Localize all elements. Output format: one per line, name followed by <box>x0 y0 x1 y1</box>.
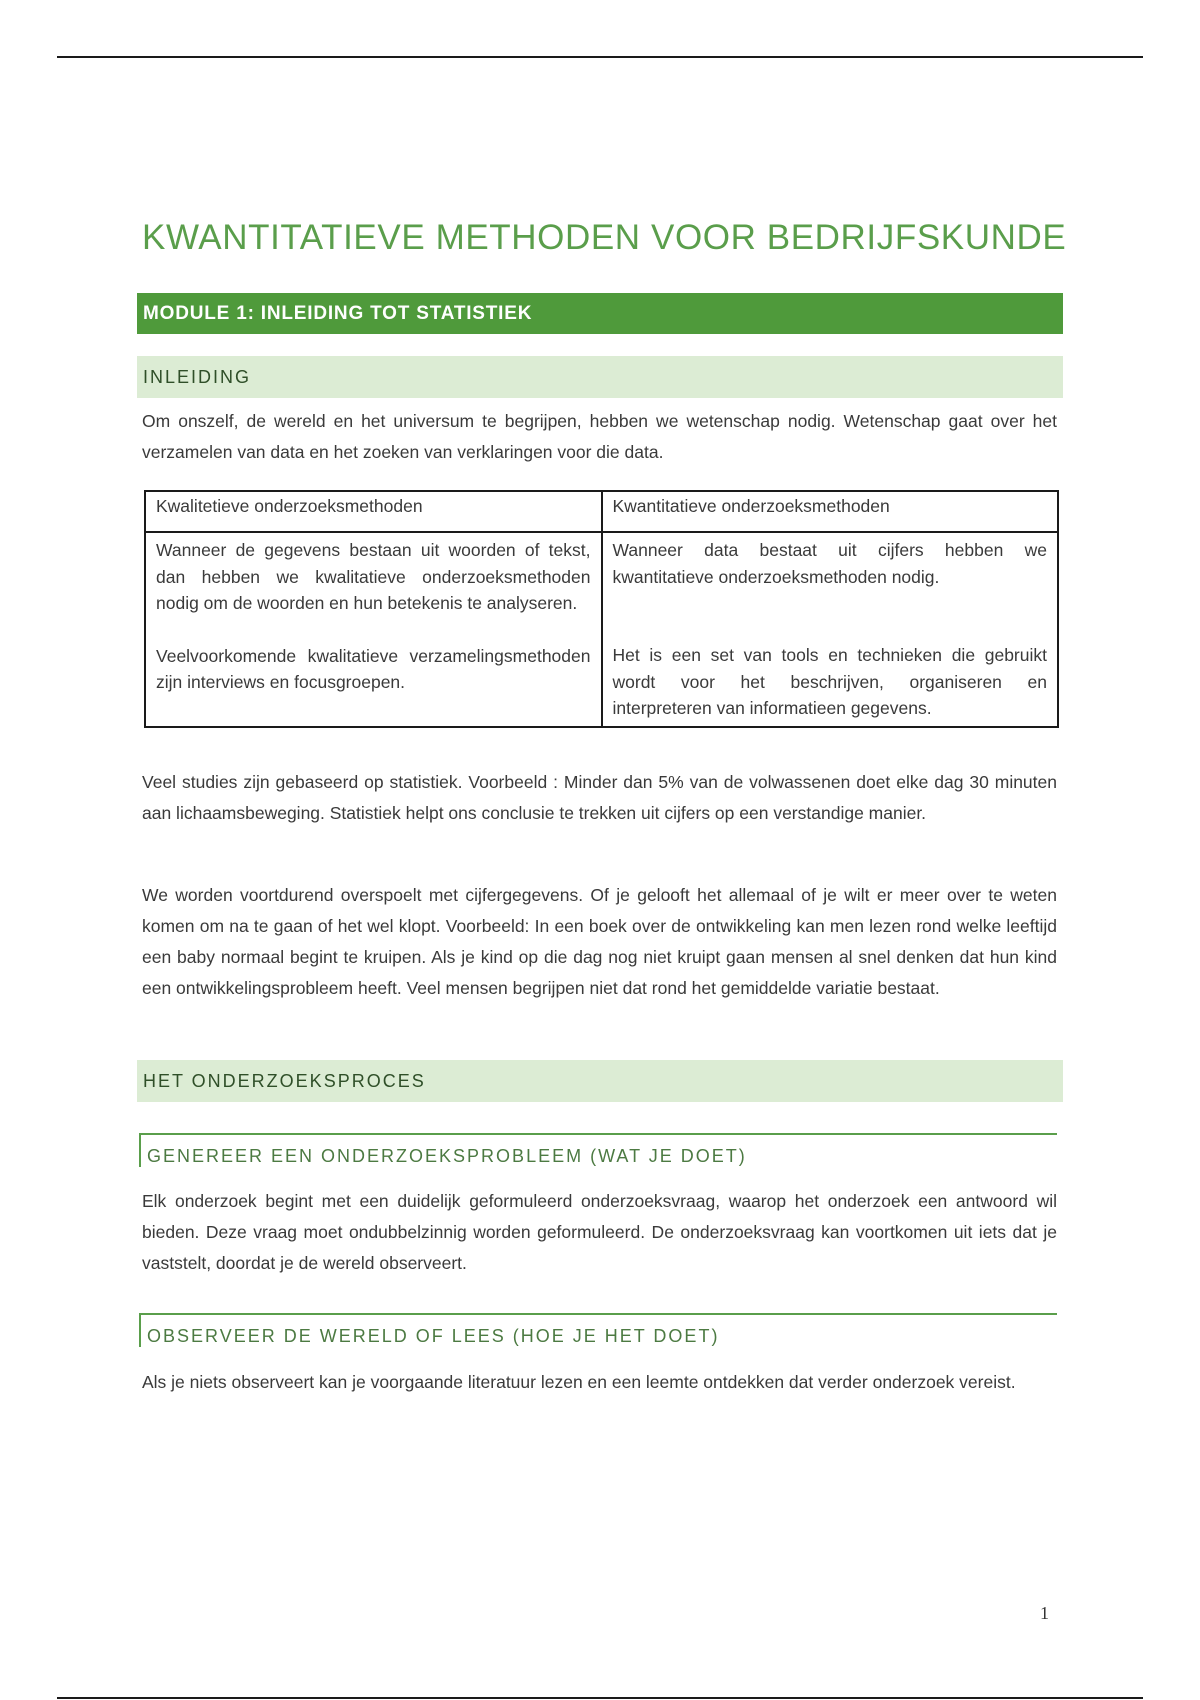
table-cell-qualitative <box>145 532 602 727</box>
section-heading-text: INLEIDING <box>143 366 252 387</box>
cell-text: Het is een set van tools en technieken die gebruikt wordt voor het beschrijven, organiseren en interpreteren van informatieen gegevens. <box>612 645 1047 718</box>
paragraph-onderzoek: Elk onderzoek begint met een duidelijk geformuleerd onderzoeksvraag, waarop het onderzoek een antwoord wil bieden. Deze vraag moet ondubbelzinnig worden geformuleerd. De onderzoeksvraag kan voortkomen uit iets dat je vaststelt, doordat je de wereld observeert. <box>142 1191 1057 1273</box>
subheading-observeer <box>139 1313 1057 1347</box>
cell-text: Wanneer data bestaat uit cijfers hebben we kwantitatieve onderzoeksmethoden nodig. <box>612 540 1047 587</box>
document-title: KWANTITATIEVE METHODEN VOOR BEDRIJFSKUNDE <box>142 218 1067 257</box>
table-cell-quantitative <box>602 532 1059 727</box>
page-number: 1 <box>1040 1603 1049 1623</box>
table-header-quantitative: Kwantitatieve onderzoeksmethoden <box>602 491 1059 532</box>
subheading-text: GENEREER EEN ONDERZOEKSPROBLEEM (WAT JE DOET) <box>147 1146 747 1166</box>
paragraph-literatuur: Als je niets observeert kan je voorgaande literatuur lezen en een leemte ontdekken dat verder onderzoek vereist. <box>142 1372 1016 1392</box>
cell-text: Wanneer de gegevens bestaan uit woorden of tekst, dan hebben we kwalitatieve onderzoeksmethoden nodig om de woorden en hun betekenis te analyseren. <box>156 540 591 613</box>
paragraph-studies: Veel studies zijn gebaseerd op statistiek. Voorbeeld : Minder dan 5% van de volwassenen doet elke dag 30 minuten aan lichaamsbeweging. Statistiek helpt ons conclusie te trekken uit cijfers op een verstandige manier. <box>142 772 1057 823</box>
header-rule <box>57 56 1143 58</box>
footer-rule <box>57 1697 1143 1699</box>
subheading-genereer <box>139 1133 1057 1167</box>
table-header-qualitative: Kwalitetieve onderzoeksmethoden <box>145 491 602 532</box>
paragraph-intro: Om onszelf, de wereld en het universum te begrijpen, hebben we wetenschap nodig. Wetenschap gaat over het verzamelen van data en het zoeken van verklaringen voor die data. <box>142 411 1057 462</box>
paragraph-overspoelt: We worden voortdurend overspoelt met cijfergegevens. Of je gelooft het allemaal of je wilt er meer over te weten komen om na te gaan of het wel klopt. Voorbeeld: In een boek over de ontwikkeling kan men lezen rond welke leeftijd een baby normaal begint te kruipen. Als je kind op die dag nog niet kruipt gaan mensen al snel denken dat hun kind een ontwikkelingsprobleem heeft. Veel mensen begrijpen niet dat rond het gemiddelde variatie bestaat. <box>142 885 1057 998</box>
cell-text: Veelvoorkomende kwalitatieve verzamelingsmethoden zijn interviews en focusgroepen. <box>156 645 591 692</box>
table-header-row <box>145 491 1058 532</box>
section-heading-text: HET ONDERZOEKSPROCES <box>143 1070 426 1091</box>
module-heading <box>137 293 1063 334</box>
table-row <box>145 532 1058 727</box>
methods-comparison-table <box>144 490 1059 728</box>
section-heading-onderzoeksproces <box>137 1060 1063 1102</box>
section-heading-inleiding <box>137 356 1063 398</box>
module-heading-text: MODULE 1: INLEIDING TOT STATISTIEK <box>143 302 533 324</box>
subheading-text: OBSERVEER DE WERELD OF LEES (HOE JE HET DOET) <box>147 1326 720 1346</box>
